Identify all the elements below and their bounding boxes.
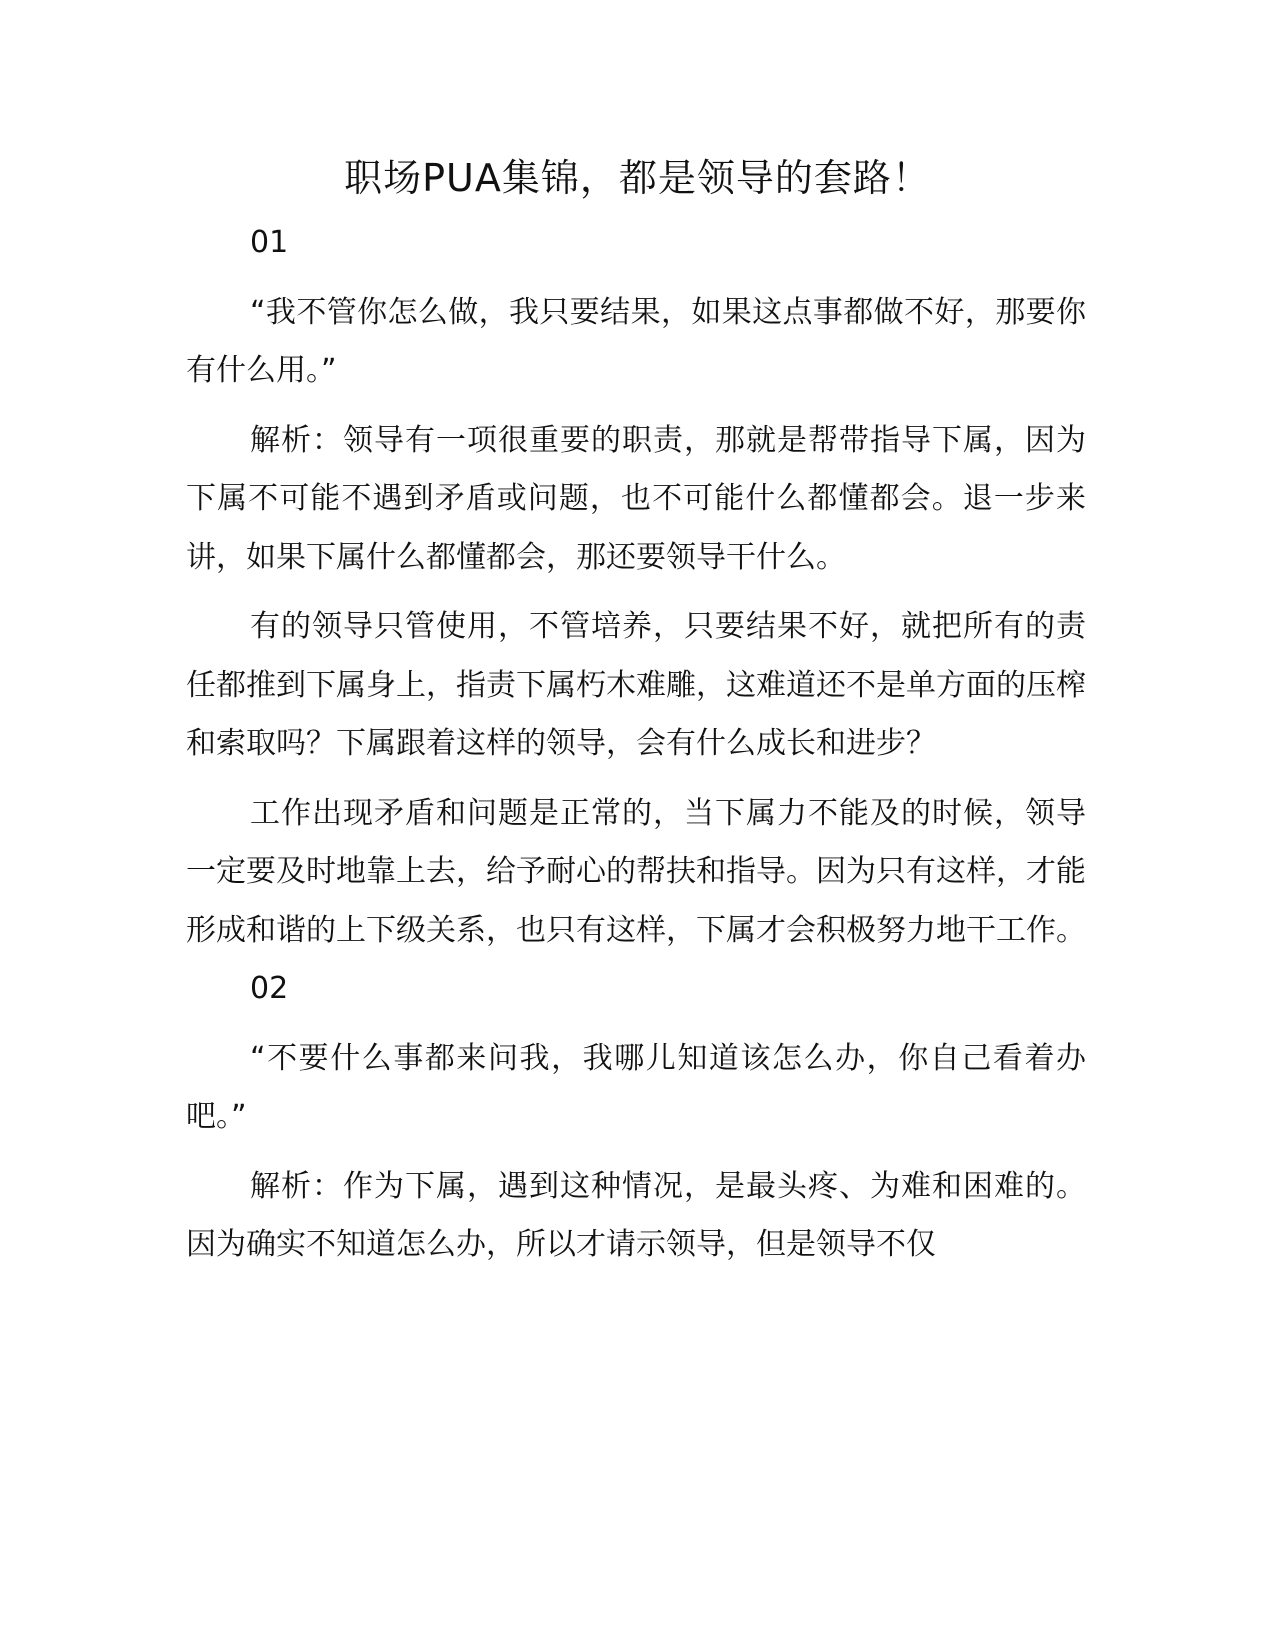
- paragraph: 有的领导只管使用，不管培养，只要结果不好，就把所有的责任都推到下属身上，指责下属朽木难雕，这难道还不是单方面的压榨和索取吗？下属跟着这样的领导，会有什么成长和进步？: [186, 609, 1086, 761]
- section-quote: “我不管你怎么做，我只要结果，如果这点事都做不好，那要你有什么用。”: [186, 294, 1086, 388]
- paragraph: 解析：作为下属，遇到这种情况，是最头疼、为难和困难的。因为确实不知道怎么办，所以才请示领导，但是领导不仅: [186, 1168, 1086, 1262]
- paragraph: 工作出现矛盾和问题是正常的，当下属力不能及的时候，领导一定要及时地靠上去，给予耐心的帮扶和指导。因为只有这样，才能形成和谐的上下级关系，也只有这样，下属才会积极努力地干工作。: [186, 795, 1086, 948]
- document-title: 职场PUA集锦，都是领导的套路！: [344, 156, 931, 200]
- document-body: [186, 214, 1086, 1275]
- section-quote: “不要什么事都来问我，我哪儿知道该怎么办，你自己看着办吧。”: [186, 1040, 1086, 1134]
- paragraph: 解析：领导有一项很重要的职责，那就是帮带指导下属，因为下属不可能不遇到矛盾或问题，也不可能什么都懂都会。退一步来讲，如果下属什么都懂都会，那还要领导干什么。: [186, 422, 1086, 575]
- section-number: 01: [250, 225, 289, 260]
- section-number: 02: [250, 971, 289, 1006]
